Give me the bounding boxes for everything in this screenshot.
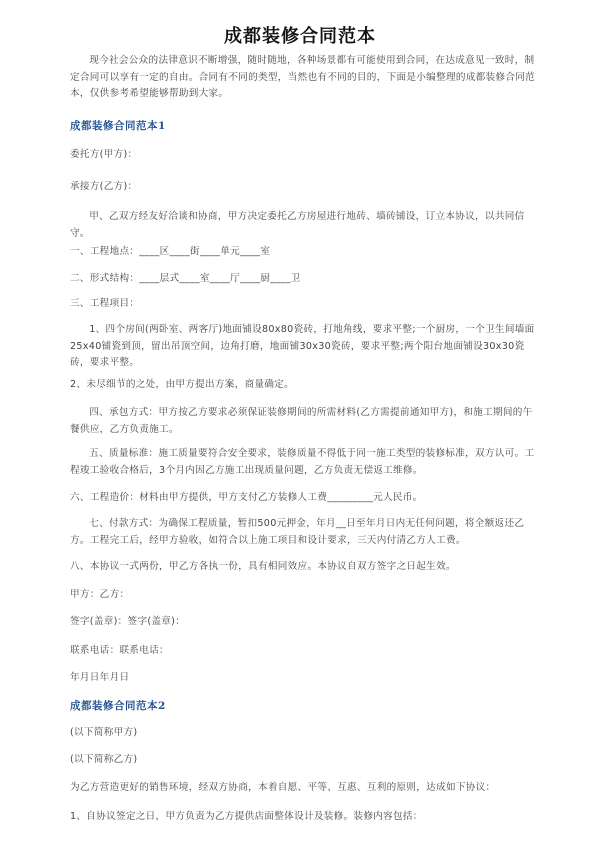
section1-phone-line: 联系电话：联系电话： bbox=[70, 645, 169, 656]
section1-project-location: 一、工程地点：____区____街____单元____室 bbox=[70, 246, 271, 257]
section1-signature-line: 签字(盖章)：签字(盖章)： bbox=[70, 616, 186, 627]
section1-date-line: 年月日年月日 bbox=[70, 672, 130, 683]
section1-project-cost: 六、工程造价：材料由甲方提供，甲方支付乙方装修人工费_________元人民币。 bbox=[70, 492, 423, 503]
section1-quality-standard: 五、质量标准：施工质量要符合安全要求，装修质量不得低于同一施工类型的装修标准，双方认可。工程竣工验收合格后，3个月内因乙方施工出现质量问题，乙方负责无偿返工维修。 bbox=[70, 448, 535, 476]
section1-payment-method: 七、付款方式：为确保工程质量，暂扣500元押金，年月__日至年月日内无任何问题，将全额返还乙方。工程完工后，经甲方验收，如符合以上施工项目和设计要求，三天内付清乙方人工费。 bbox=[70, 518, 525, 546]
section2-purpose-paragraph: 为乙方营造更好的销售环境，经双方协商，本着自愿、平等、互惠、互利的原则，达成如下协议： bbox=[70, 782, 496, 793]
section1-parties-line: 甲方：乙方： bbox=[70, 589, 130, 600]
section1-copies-clause: 八、本协议一式两份，甲乙方各执一份，具有相同效应。本协议自双方签字之日起生效。 bbox=[70, 561, 456, 572]
section1-contract-method: 四、承包方式：甲方按乙方要求必须保证装修期间的所需材料(乙方需提前通知甲方)，和施工期间的午餐供应，乙方负责施工。 bbox=[70, 407, 533, 435]
section1-structure: 二、形式结构：____层式____室____厅____厨____卫 bbox=[70, 273, 301, 284]
section1-unspecified-details: 2、未尽细节的之处，由甲方提出方案，商量确定。 bbox=[70, 379, 295, 390]
section1-heading: 成都装修合同范本1 bbox=[70, 120, 166, 132]
section2-heading: 成都装修合同范本2 bbox=[70, 700, 166, 712]
section2-party-a-line: (以下简称甲方) bbox=[70, 727, 138, 738]
intro-paragraph: 现今社会公众的法律意识不断增强，随时随地，各种场景都有可能使用到合同，在达成意见一致时，制定合同可以享有一定的自由。合同有不同的类型，当然也有不同的目的，下面是小编整理的成都装修合同范本，仅供参考希望能够帮助到大家。 bbox=[70, 55, 536, 99]
section2-clause-1: 1、自协议签定之日，甲方负责为乙方提供店面整体设计及装修。装修内容包括： bbox=[70, 811, 423, 822]
section1-project-items-detail: 1、四个房间(两卧室、两客厅)地面铺设80x80瓷砖，打地角线，要求平整;一个厨房，一个卫生间墙面25x40铺瓷到顶，留出吊顶空间，边角打磨，地面铺30x30瓷砖，要求平整;两个阳台地面铺设30x30瓷砖，要求平整。 bbox=[70, 324, 535, 368]
document-title: 成都装修合同范本 bbox=[224, 26, 376, 47]
section2-party-b-line: (以下简称乙方) bbox=[70, 754, 138, 765]
section1-project-items-title: 三、工程项目： bbox=[70, 298, 140, 309]
section1-agreement-paragraph: 甲、乙双方经友好洽谈和协商，甲方决定委托乙方房屋进行地砖、墙砖铺设，订立本协议，以共同信守。 bbox=[70, 211, 525, 239]
section1-contractor-line: 承接方(乙方)： bbox=[70, 181, 138, 192]
section1-client-line: 委托方(甲方)： bbox=[70, 149, 138, 160]
